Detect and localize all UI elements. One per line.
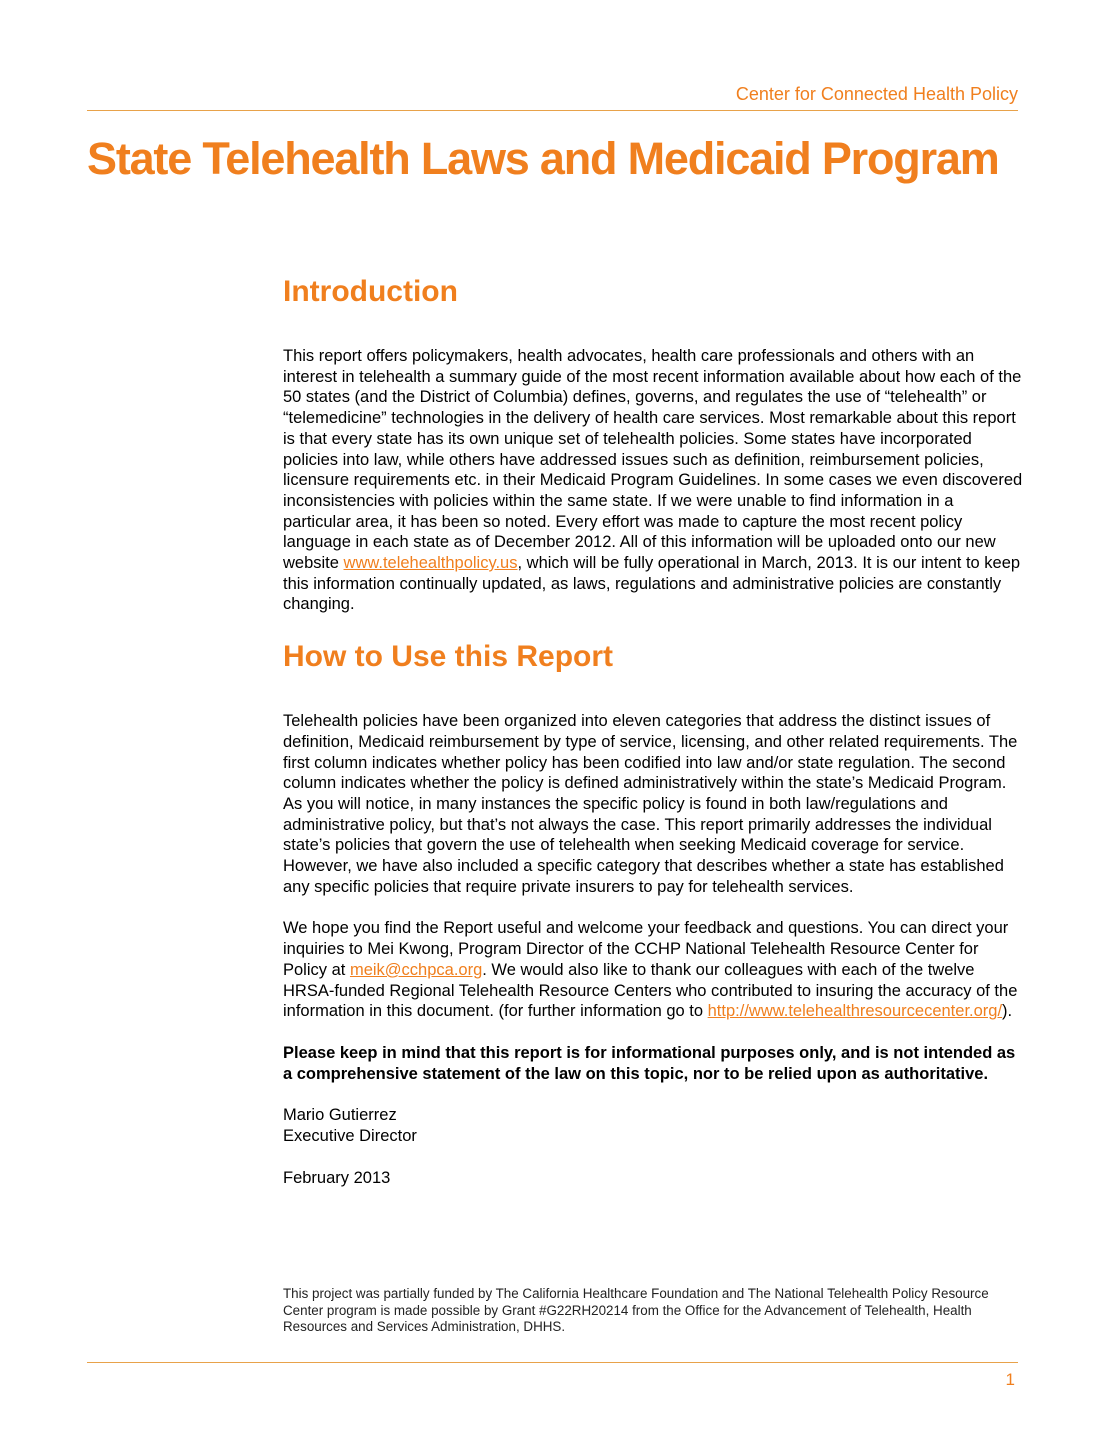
how-to-use-paragraph-2	[283, 918, 1023, 1022]
disclaimer: Please keep in mind that this report is for informational purposes only, and is not intended as a comprehensive statement of the law on this topic, nor to be relied upon as authoritative.	[283, 1043, 1016, 1083]
introduction-text-start: This report offers policymakers, health advocates, health care professionals and others with an interest in telehealth a summary guide of the most recent information available about how each of the 50 states (and the District of Columbia) defines, governs, and regulates the use of “telehealth” or “telemedicine” technologies in the delivery of health care services. Most remarkable about this report is that every state has its own unique set of telehealth policies. Some states have incorporated policies into law, while others have addressed issues such as definition, reimbursement policies, licensure requirements etc. in their Medicaid Program Guidelines. In some cases we even discovered inconsistencies with policies within the same state. If we were unable to find information in a particular area, it has been so noted. Every effort was made to capture the most recent policy language in each state as of December 2012. All of this information will be uploaded onto our new website	[283, 347, 1023, 573]
funding-note: This project was partially funded by The California Healthcare Foundation and The National Telehealth Policy Resource Center program is made possible by Grant #G22RH20214 from the Office for the Advancement of Telehealth, Health Resources and Services Administration, DHHS.	[283, 1286, 989, 1335]
telehealthpolicy-link[interactable]: www.telehealthpolicy.us	[343, 554, 518, 573]
main-content	[283, 272, 1023, 1189]
how-to-use-paragraph-1: Telehealth policies have been organized into eleven categories that address the distinct issues of definition, Medicaid reimbursement by type of service, licensing, and other related requirements. The first column indicates whether policy has been codified into law and/or state regulation. The second column indicates whether the policy is defined administratively within the state’s Medicaid Program. As you will notice, in many instances the specific policy is found in both law/regulations and administrative policy, but that’s not always the case. This report primarily addresses the individual state’s policies that govern the use of telehealth when seeking Medicaid coverage for service. However, we have also included a specific category that describes whether a state has established any specific policies that require private insurers to pay for telehealth services.	[283, 712, 1018, 896]
signature-date: February 2013	[283, 1168, 391, 1187]
introduction-text-end: , which will be fully operational in March, 2013. It is our intent to keep this information continually updated, as laws, regulations and administrative policies are constantly changing.	[283, 554, 1021, 614]
page-number: 1	[1005, 1370, 1015, 1389]
signature-name: Mario Gutierrez	[283, 1106, 397, 1125]
header-divider	[87, 110, 1018, 111]
footer-divider	[87, 1362, 1018, 1363]
feedback-text-middle: . We would also like to thank our colleagues with each of the twelve HRSA-funded Regional Telehealth Resource Centers who contributed to insuring the accuracy of the information in this document. (for further information go to	[283, 960, 1018, 1021]
header-org-name: Center for Connected Health Policy	[735, 84, 1018, 104]
resource-center-link[interactable]: http://www.telehealthresourcecenter.org/	[707, 1002, 1003, 1021]
feedback-text-start: We hope you find the Report useful and welcome your feedback and questions. You can direct your inquiries to Mei Kwong, Program Director of the CCHP National Telehealth Resource Center for Policy at	[283, 919, 1009, 979]
introduction-heading: Introduction	[283, 275, 458, 308]
feedback-text-end: ).	[1002, 1002, 1013, 1021]
email-link[interactable]: meik@cchpca.org	[349, 960, 483, 979]
how-to-use-heading: How to Use this Report	[283, 640, 614, 674]
signature-role: Executive Director	[283, 1127, 417, 1146]
document-title: State Telehealth Laws and Medicaid Program	[87, 133, 999, 184]
introduction-paragraph	[283, 346, 1023, 615]
